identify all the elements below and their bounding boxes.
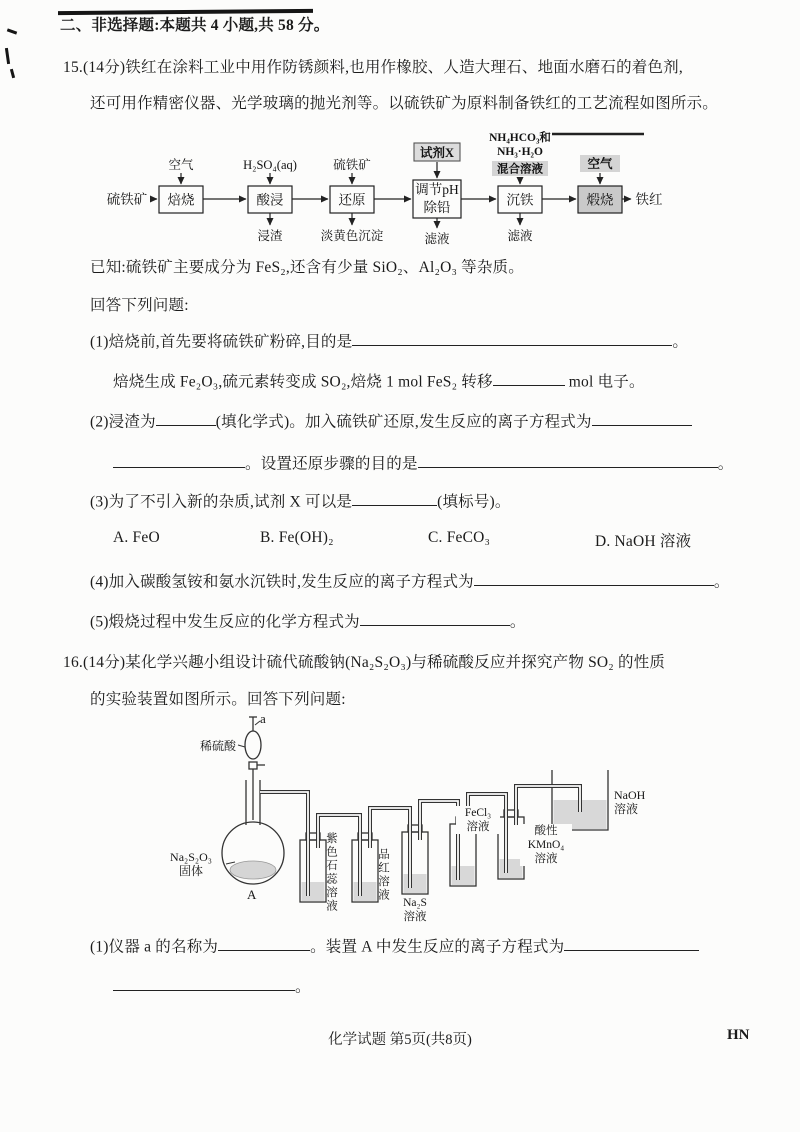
output-label-filtrate-1: 滤液 [424,232,450,246]
flow-box-label-adjust-ph: 调节pH [415,182,459,197]
flow-start-label: 硫铁矿 [106,192,148,207]
answer-blank [113,451,245,468]
input-label-reagent-x: 试剂X [419,146,455,160]
apparatus-label-bottle3 [394,896,436,924]
text-segment: mol 电子。 [568,373,645,391]
q15-part5-line [90,609,526,631]
solid-label-line1: Na₂S₂O₃ [170,850,212,864]
answer-blank [360,609,510,626]
apparatus-label-beaker [614,788,645,816]
solid-label-line2: 固体 [178,864,203,878]
bottle5-label-line1: 酸性 [534,825,558,837]
q15-flow-diagram [103,128,668,253]
answer-blank [493,369,565,386]
bottle5-label-line2: KMnO₄ [527,839,565,851]
apparatus-label-a: a [260,711,266,726]
scan-artifact-mark-2 [5,48,10,64]
input-label-mixed-solution: 混合溶液 [497,163,543,176]
section-header: 二、非选择题:本题共 4 小题,共 58 分。 [60,17,330,34]
flow-svg [103,128,668,253]
answer-blank [156,409,216,426]
q15-part1-line1 [90,329,688,351]
text-segment: 。 [713,573,730,591]
output-label-pale-yellow-precipitate: 淡黄色沉淀 [320,229,384,243]
bottle3-label-line2: 溶液 [403,911,427,923]
input-label-nh4hco3: NH₄HCO₃和 [489,132,551,144]
input-label-air-1: 空气 [168,158,194,172]
option-c: C. FeCO₃ [428,529,491,546]
q15-part2-line2 [113,451,733,473]
option-a: A. FeO [113,529,160,546]
text-segment: 。装置 A 中发生反应的离子方程式为 [310,938,565,956]
apparatus-label-solid [158,850,224,878]
solid-leader-line [226,862,235,864]
flask-solid [230,861,276,879]
bottle2-liquid [354,882,377,901]
text-segment: (2)浸渣为 [90,413,156,431]
text-segment: (1)焙烧前,首先要将硫铁矿粉碎,目的是 [90,333,353,351]
flow-box-label-roast: 焙烧 [167,192,195,208]
q15-known-line: 已知:硫铁矿主要成分为 FeS₂,还含有少量 SiO₂、Al₂O₃ 等杂质。 [90,259,524,276]
flow-box-label-precipitate: 沉铁 [506,192,534,208]
output-label-leach-residue: 浸渣 [257,229,283,243]
flow-box-label-acid-leach: 酸浸 [256,192,284,208]
scan-artifact-mark-3 [10,69,15,78]
answer-blank [218,934,310,951]
option-d: D. NaOH 溶液 [595,533,692,550]
input-label-h2so4: H₂SO₄(aq) [243,158,297,172]
answer-blank [564,934,699,951]
bottle1-liquid [302,882,325,901]
q15-part4-line [90,569,730,591]
flow-box-label-calcine: 煅烧 [586,192,614,208]
q15-part1-line2 [113,369,645,391]
text-segment: (1)仪器 a 的名称为 [90,938,219,956]
q16-part1-line1 [90,934,699,956]
q16-part1-line2 [113,974,311,996]
page-footer: 化学试题 第5页(共8页) [328,1032,472,1048]
flow-box-label-reduce: 还原 [338,192,366,208]
apparatus-label-flask-a: A [247,887,257,902]
answer-blank [352,329,672,346]
answer-blank [113,974,295,991]
answer-blank [352,489,437,506]
flow-end-label: 铁红 [635,192,663,207]
bottle5-label-line3: 溶液 [534,853,558,865]
beaker-label-line1: NaOH [614,788,646,802]
q15-part2-line1 [90,409,692,431]
answer-blank [418,451,718,468]
text-segment: 。 [295,978,311,996]
q15-part3-line [90,489,511,511]
apparatus-label-bottle5 [520,824,572,866]
input-label-air-2: 空气 [587,157,613,171]
input-label-nh3h2o: NH₃·H₂O [497,146,543,158]
bottle4-liquid [452,866,475,885]
text-segment: (填标号)。 [437,493,511,511]
apparatus-label-dilute-acid: 稀硫酸 [200,739,237,753]
text-segment: (填化学式)。加入硫铁矿还原,发生反应的离子方程式为 [215,413,592,431]
text-segment: 。 [509,613,526,631]
q16-intro-line-1: 16.(14分)某化学兴趣小组设计硫代硫酸钠(Na₂S₂O₃)与稀硫酸反应并探究产物 SO₂ 的性质 [63,654,666,671]
beaker-label-line2: 溶液 [614,802,639,816]
text-segment: 。 [717,455,734,473]
page-code: HN [727,1027,750,1043]
flow-box-label-remove-lead: 除铅 [423,200,451,215]
funnel-bulb [245,731,261,759]
text-segment: 。 [672,333,689,351]
apparatus-label-bottle2: 品红溶液 [377,848,389,902]
text-segment: (4)加入碳酸氢铵和氨水沉铁时,发生反应的离子方程式为 [90,573,474,591]
bottle3-label-line1: Na₂S [403,897,427,909]
input-label-pyrite: 硫铁矿 [333,158,371,172]
answer-blank [592,409,692,426]
output-label-filtrate-2: 滤液 [507,229,533,243]
q16-apparatus-diagram [100,712,800,930]
bottle4-label-line2: 溶液 [466,821,490,833]
q15-answer-prompt: 回答下列问题: [90,297,189,314]
acid-leader-line [238,745,245,747]
answer-blank [474,569,714,586]
apparatus-label-bottle4 [456,806,500,834]
funnel-stopcock [249,762,257,769]
q16-intro-line-2: 的实验装置如图所示。回答下列问题: [90,691,346,708]
text-segment: (5)煅烧过程中发生反应的化学方程式为 [90,613,360,631]
scan-artifact-mark-1 [7,28,17,34]
bottle4-label-line1: FeCl₃ [464,807,492,819]
option-b: B. Fe(OH)₂ [260,529,334,546]
text-segment: (3)为了不引入新的杂质,试剂 X 可以是 [90,493,353,511]
q15-intro-line-2: 还可用作精密仪器、光学玻璃的抛光剂等。以硫铁矿为原料制备铁红的工艺流程如图所示。 [90,95,719,112]
text-segment: 。设置还原步骤的目的是 [245,455,418,473]
bottle3-liquid [404,874,427,893]
text-segment: 焙烧生成 Fe₂O₃,硫元素转变成 SO₂,焙烧 1 mol FeS₂ 转移 [113,373,493,391]
q15-intro-line-1: 15.(14分)铁红在涂料工业中用作防锈颜料,也用作橡胶、人造大理石、地面水磨石的着色剂, [63,59,683,76]
apparatus-label-bottle1: 紫色石蕊溶液 [325,832,337,913]
